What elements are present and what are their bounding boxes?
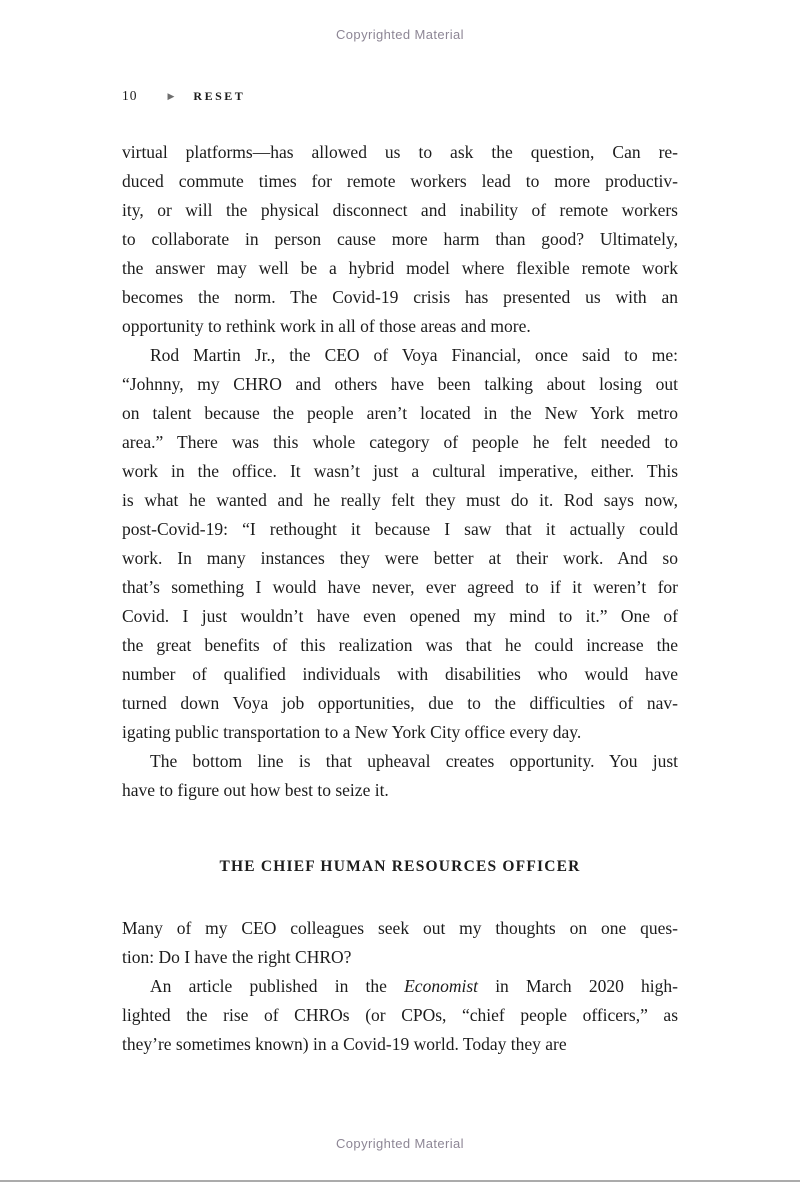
text-line: on talent because the people aren’t located in the New York metro <box>122 403 678 423</box>
text-line: post-Covid-19: “I rethought it because I saw that it actually could <box>122 519 678 539</box>
text-line: Rod Martin Jr., the CEO of Voya Financial, once said to me: <box>150 345 678 365</box>
page-number: 10 <box>122 88 138 103</box>
paragraph <box>122 341 678 747</box>
text-line: is what he wanted and he really felt they must do it. Rod says now, <box>122 490 678 510</box>
text-line: opportunity to rethink work in all of those areas and more. <box>122 316 531 336</box>
text-line: “Johnny, my CHRO and others have been talking about losing out <box>122 374 678 394</box>
text-line: to collaborate in person cause more harm than good? Ultimately, <box>122 229 678 249</box>
text-line: duced commute times for remote workers lead to more productiv- <box>122 171 678 191</box>
text-line: have to figure out how best to seize it. <box>122 780 389 800</box>
copyright-notice-bottom: Copyrighted Material <box>336 1136 464 1151</box>
text-line: turned down Voya job opportunities, due to the difficulties of nav- <box>122 693 678 713</box>
text-line: An article published in the Economist in March 2020 high- <box>150 976 678 996</box>
text-line: that’s something I would have never, ever agreed to if it weren’t for <box>122 577 678 597</box>
text-line: Covid. I just wouldn’t have even opened my mind to it.” One of <box>122 606 678 626</box>
text-line: work. In many instances they were better at their work. And so <box>122 548 678 568</box>
paragraph <box>122 914 678 972</box>
text-line: virtual platforms—has allowed us to ask the question, Can re- <box>122 142 678 162</box>
text-line: lighted the rise of CHROs (or CPOs, “chief people officers,” as <box>122 1005 678 1025</box>
book-title: RESET <box>193 88 246 103</box>
text-line: area.” There was this whole category of people he felt needed to <box>122 432 678 452</box>
paragraph <box>122 747 678 805</box>
text-line: ity, or will the physical disconnect and inability of remote workers <box>122 200 678 220</box>
text-line: igating public transportation to a New York City office every day. <box>122 722 582 742</box>
text-line: The bottom line is that upheaval creates opportunity. You just <box>150 751 678 771</box>
page-bottom-edge <box>0 1180 800 1182</box>
triangle-arrow-icon: ▶ <box>167 90 175 101</box>
copyright-notice-top: Copyrighted Material <box>336 27 464 42</box>
body-text <box>122 138 678 1059</box>
text-line: the great benefits of this realization was that he could increase the <box>122 635 678 655</box>
text-line: work in the office. It wasn’t just a cultural imperative, either. This <box>122 461 678 481</box>
paragraph <box>122 972 678 1059</box>
text-line: they’re sometimes known) in a Covid-19 world. Today they are <box>122 1034 567 1054</box>
text-line: number of qualified individuals with disabilities who would have <box>122 664 678 684</box>
text-line: Many of my CEO colleagues seek out my thoughts on one ques- <box>122 918 678 938</box>
text-line: the answer may well be a hybrid model where flexible remote work <box>122 258 678 278</box>
running-head <box>122 88 678 104</box>
text-line: becomes the norm. The Covid-19 crisis has presented us with an <box>122 287 678 307</box>
italic-text: Economist <box>404 976 478 996</box>
paragraph <box>122 138 678 341</box>
section-heading: THE CHIEF HUMAN RESOURCES OFFICER <box>219 858 581 875</box>
text-line: tion: Do I have the right CHRO? <box>122 947 352 967</box>
